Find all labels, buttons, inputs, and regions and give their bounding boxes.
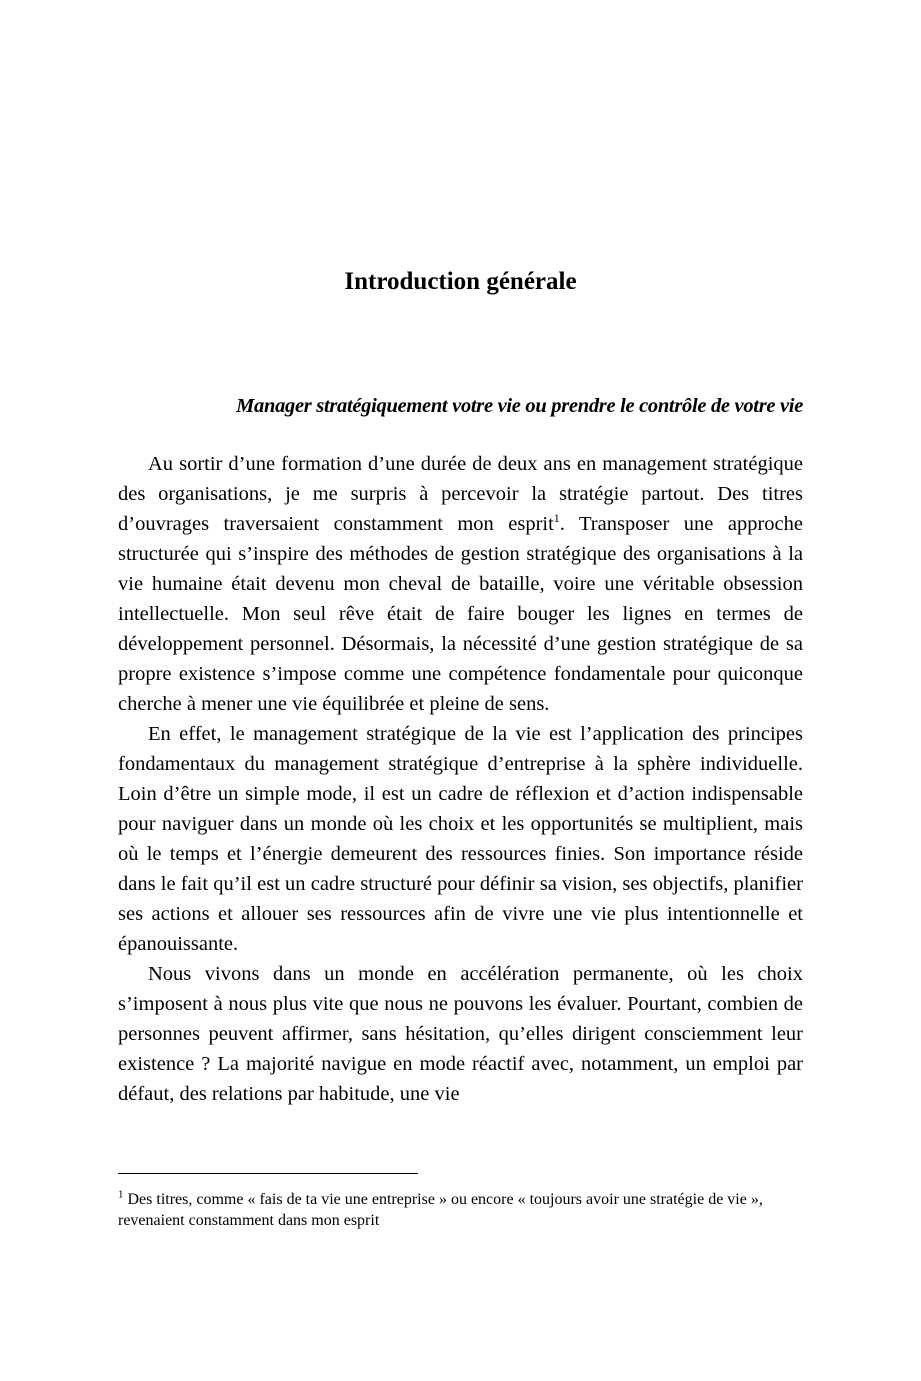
paragraph-1: [118, 449, 803, 719]
chapter-title: Introduction générale: [344, 268, 577, 295]
paragraph-1-text-end: . Transposer une approche structurée qui s’inspire des méthodes de gestion stratégique des organisations à la vie humaine était devenu mon cheval de bataille, voire une véritable obsession intellectuelle. Mon seul rêve était de faire bouger les lignes en termes de développement personnel. Désormais, la nécessité d’une gestion stratégique de sa propre existence s’impose comme une compétence fondamentale pour quiconque cherche à mener une vie équilibrée et pleine de sens.: [118, 513, 803, 715]
footnote-reference: 1: [553, 511, 560, 526]
section-title: Manager stratégiquement votre vie ou prendre le contrôle de votre vie: [236, 395, 803, 417]
body-text: [118, 449, 803, 1109]
footnote: [118, 1189, 804, 1231]
paragraph-2: En effet, le management stratégique de la vie est l’application des principes fondamentaux du management stratégique d’entreprise à la sphère individuelle. Loin d’être un simple mode, il est un cadre de réflexion et d’action indispensable pour naviguer dans un monde où les choix et les opportunités se multiplient, mais où le temps et l’énergie demeurent des ressources finies. Son importance réside dans le fait qu’il est un cadre structuré pour définir sa vision, ses objectifs, planifier ses actions et allouer ses ressources afin de vivre une vie plus intentionnelle et épanouissante.: [118, 723, 803, 955]
footnote-number: 1: [118, 1188, 124, 1201]
footnote-divider: [118, 1173, 418, 1174]
paragraph-3: Nous vivons dans un monde en accélération permanente, où les choix s’imposent à nous plus vite que nous ne pouvons les évaluer. Pourtant, combien de personnes peuvent affirmer, sans hésitation, qu’elles dirigent consciemment leur existence ? La majorité navigue en mode réactif avec, notamment, un emploi par défaut, des relations par habitude, une vie: [118, 963, 803, 1105]
paragraph-1-text-start: Au sortir d’une formation d’une durée de deux ans en management stratégique des organisations, je me surpris à percevoir la stratégie partout. Des titres d’ouvrages traversaient constamment mon esprit: [118, 453, 803, 535]
footnote-text: Des titres, comme « fais de ta vie une entreprise » ou encore « toujours avoir une stratégie de vie », revenaient constamment dans mon esprit: [118, 1191, 763, 1229]
